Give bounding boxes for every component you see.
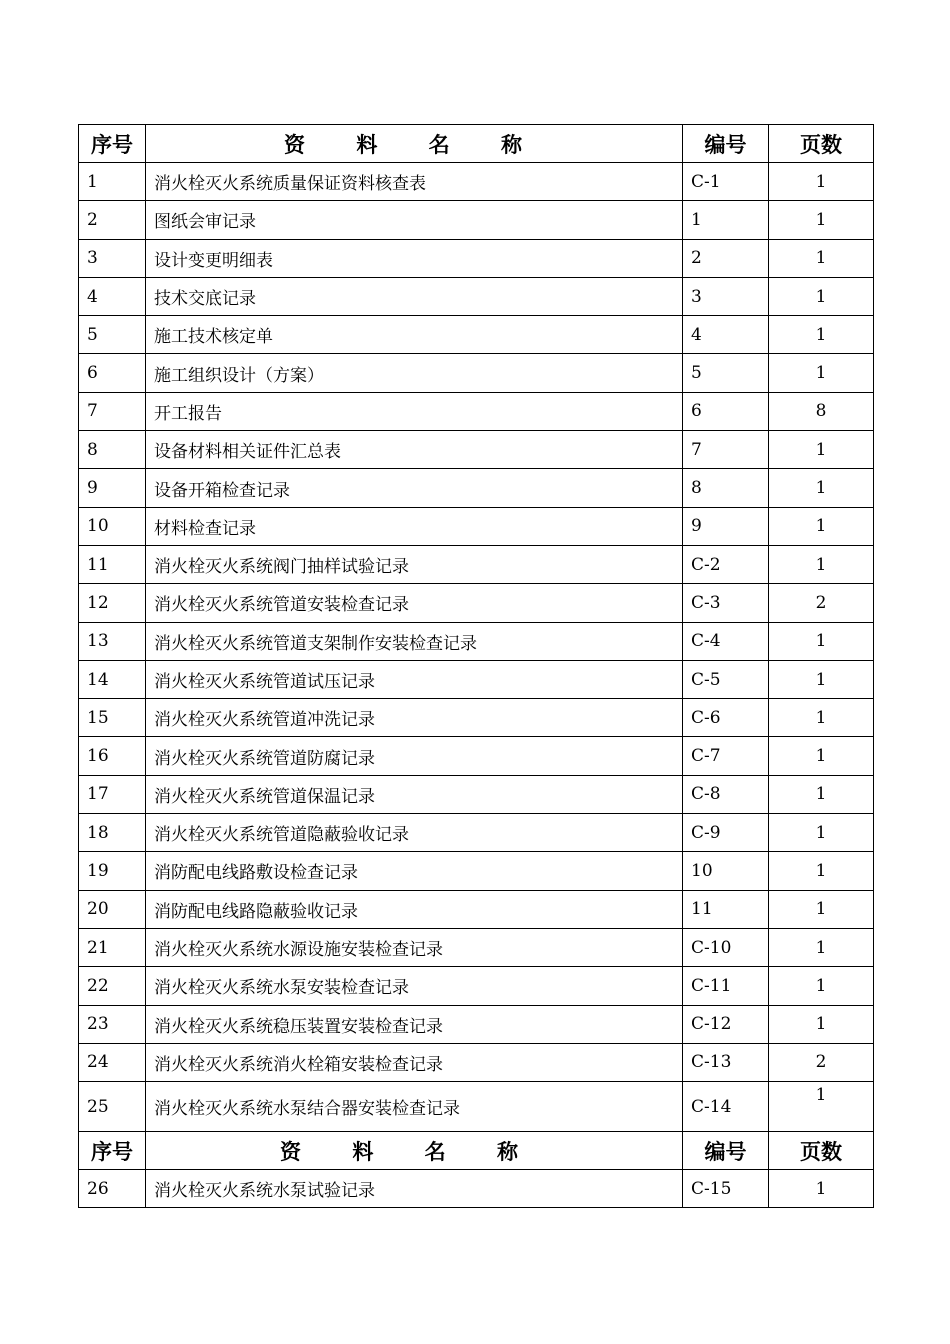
row-number: 3 — [79, 239, 146, 277]
row-document-name: 消火栓灭火系统管道冲洗记录 — [146, 699, 683, 737]
row-code: C-11 — [683, 967, 769, 1005]
row-code: C-8 — [683, 775, 769, 813]
row-code: C-10 — [683, 928, 769, 966]
row-pages: 1 — [769, 316, 874, 354]
table-row — [79, 1005, 874, 1043]
row-number: 6 — [79, 354, 146, 392]
row-number: 11 — [79, 545, 146, 583]
row-code: 5 — [683, 354, 769, 392]
header-document-name: 资 料 名 称 — [146, 1132, 683, 1170]
table-row — [79, 584, 874, 622]
row-code: C-2 — [683, 545, 769, 583]
row-number: 10 — [79, 507, 146, 545]
table-body — [79, 125, 874, 1208]
row-number: 17 — [79, 775, 146, 813]
row-code: C-13 — [683, 1043, 769, 1081]
table-row — [79, 622, 874, 660]
table-row — [79, 239, 874, 277]
table-row — [79, 967, 874, 1005]
header-number: 序号 — [79, 125, 146, 163]
row-pages: 1 — [769, 660, 874, 698]
header-pages: 页数 — [769, 1132, 874, 1170]
row-code: C-5 — [683, 660, 769, 698]
row-document-name: 消火栓灭火系统水泵安装检查记录 — [146, 967, 683, 1005]
row-document-name: 消火栓灭火系统水源设施安装检查记录 — [146, 928, 683, 966]
row-number: 13 — [79, 622, 146, 660]
row-pages: 1 — [769, 239, 874, 277]
table-row — [79, 201, 874, 239]
row-document-name: 设备材料相关证件汇总表 — [146, 431, 683, 469]
row-pages: 1 — [769, 163, 874, 201]
row-document-name: 消火栓灭火系统质量保证资料核查表 — [146, 163, 683, 201]
row-pages: 2 — [769, 584, 874, 622]
row-document-name: 技术交底记录 — [146, 277, 683, 315]
row-number: 8 — [79, 431, 146, 469]
row-number: 9 — [79, 469, 146, 507]
row-pages: 1 — [769, 431, 874, 469]
row-pages: 1 — [769, 890, 874, 928]
table-row — [79, 890, 874, 928]
row-pages: 1 — [769, 852, 874, 890]
table-row — [79, 1043, 874, 1081]
table-row — [79, 1170, 874, 1208]
row-pages: 8 — [769, 392, 874, 430]
row-code: 9 — [683, 507, 769, 545]
row-number: 14 — [79, 660, 146, 698]
row-code: C-4 — [683, 622, 769, 660]
row-document-name: 消火栓灭火系统管道隐蔽验收记录 — [146, 814, 683, 852]
row-document-name: 消火栓灭火系统管道防腐记录 — [146, 737, 683, 775]
row-number: 23 — [79, 1005, 146, 1043]
row-code: 1 — [683, 201, 769, 239]
row-pages: 1 — [769, 545, 874, 583]
row-code: C-14 — [683, 1082, 769, 1132]
row-code: C-7 — [683, 737, 769, 775]
table-row — [79, 507, 874, 545]
row-code: C-1 — [683, 163, 769, 201]
header-code: 编号 — [683, 1132, 769, 1170]
row-code: 10 — [683, 852, 769, 890]
table-row — [79, 469, 874, 507]
table-row — [79, 814, 874, 852]
row-document-name: 施工组织设计（方案） — [146, 354, 683, 392]
header-document-name: 资 料 名 称 — [146, 125, 683, 163]
row-document-name: 消火栓灭火系统稳压装置安装检查记录 — [146, 1005, 683, 1043]
row-code: 11 — [683, 890, 769, 928]
row-number: 18 — [79, 814, 146, 852]
table-row — [79, 392, 874, 430]
row-pages: 2 — [769, 1043, 874, 1081]
row-pages: 1 — [769, 1082, 874, 1132]
row-code: C-3 — [683, 584, 769, 622]
table-row — [79, 316, 874, 354]
row-document-name: 消火栓灭火系统阀门抽样试验记录 — [146, 545, 683, 583]
table-header-row-repeat — [79, 1132, 874, 1170]
row-number: 20 — [79, 890, 146, 928]
row-document-name: 图纸会审记录 — [146, 201, 683, 239]
row-document-name: 消火栓灭火系统管道安装检查记录 — [146, 584, 683, 622]
table-row — [79, 775, 874, 813]
row-pages: 1 — [769, 967, 874, 1005]
row-number: 4 — [79, 277, 146, 315]
row-document-name: 设计变更明细表 — [146, 239, 683, 277]
row-pages: 1 — [769, 928, 874, 966]
header-code: 编号 — [683, 125, 769, 163]
table-row — [79, 163, 874, 201]
row-number: 16 — [79, 737, 146, 775]
row-document-name: 消防配电线路敷设检查记录 — [146, 852, 683, 890]
row-document-name: 开工报告 — [146, 392, 683, 430]
table-header-row — [79, 125, 874, 163]
row-number: 15 — [79, 699, 146, 737]
row-code: 3 — [683, 277, 769, 315]
row-number: 7 — [79, 392, 146, 430]
table-row — [79, 354, 874, 392]
table-row — [79, 545, 874, 583]
row-code: C-15 — [683, 1170, 769, 1208]
row-number: 21 — [79, 928, 146, 966]
row-pages: 1 — [769, 775, 874, 813]
row-document-name: 材料检查记录 — [146, 507, 683, 545]
row-document-name: 消火栓灭火系统消火栓箱安装检查记录 — [146, 1043, 683, 1081]
table-row — [79, 928, 874, 966]
row-document-name: 消火栓灭火系统管道保温记录 — [146, 775, 683, 813]
row-document-name: 消火栓灭火系统水泵结合器安装检查记录 — [146, 1082, 683, 1132]
row-document-name: 消防配电线路隐蔽验收记录 — [146, 890, 683, 928]
row-document-name: 消火栓灭火系统管道试压记录 — [146, 660, 683, 698]
row-number: 25 — [79, 1082, 146, 1132]
row-code: 4 — [683, 316, 769, 354]
header-pages: 页数 — [769, 125, 874, 163]
row-pages: 1 — [769, 737, 874, 775]
row-code: C-6 — [683, 699, 769, 737]
row-pages: 1 — [769, 814, 874, 852]
row-code: 6 — [683, 392, 769, 430]
table-row — [79, 277, 874, 315]
header-number: 序号 — [79, 1132, 146, 1170]
row-number: 2 — [79, 201, 146, 239]
row-pages: 1 — [769, 1005, 874, 1043]
table-row — [79, 660, 874, 698]
row-number: 1 — [79, 163, 146, 201]
row-document-name: 设备开箱检查记录 — [146, 469, 683, 507]
table-row — [79, 431, 874, 469]
row-code: C-9 — [683, 814, 769, 852]
row-pages: 1 — [769, 354, 874, 392]
row-code: C-12 — [683, 1005, 769, 1043]
row-code: 2 — [683, 239, 769, 277]
document-index-table — [78, 124, 874, 1208]
table-row — [79, 699, 874, 737]
row-pages: 1 — [769, 201, 874, 239]
row-pages: 1 — [769, 277, 874, 315]
row-number: 5 — [79, 316, 146, 354]
row-number: 26 — [79, 1170, 146, 1208]
row-pages: 1 — [769, 1170, 874, 1208]
row-code: 7 — [683, 431, 769, 469]
row-number: 19 — [79, 852, 146, 890]
table-row — [79, 852, 874, 890]
row-number: 12 — [79, 584, 146, 622]
row-document-name: 消火栓灭火系统管道支架制作安装检查记录 — [146, 622, 683, 660]
row-pages: 1 — [769, 507, 874, 545]
row-number: 24 — [79, 1043, 146, 1081]
table-row — [79, 737, 874, 775]
row-pages: 1 — [769, 622, 874, 660]
table-row — [79, 1082, 874, 1132]
row-pages: 1 — [769, 469, 874, 507]
row-pages: 1 — [769, 699, 874, 737]
row-document-name: 施工技术核定单 — [146, 316, 683, 354]
row-document-name: 消火栓灭火系统水泵试验记录 — [146, 1170, 683, 1208]
row-code: 8 — [683, 469, 769, 507]
row-number: 22 — [79, 967, 146, 1005]
